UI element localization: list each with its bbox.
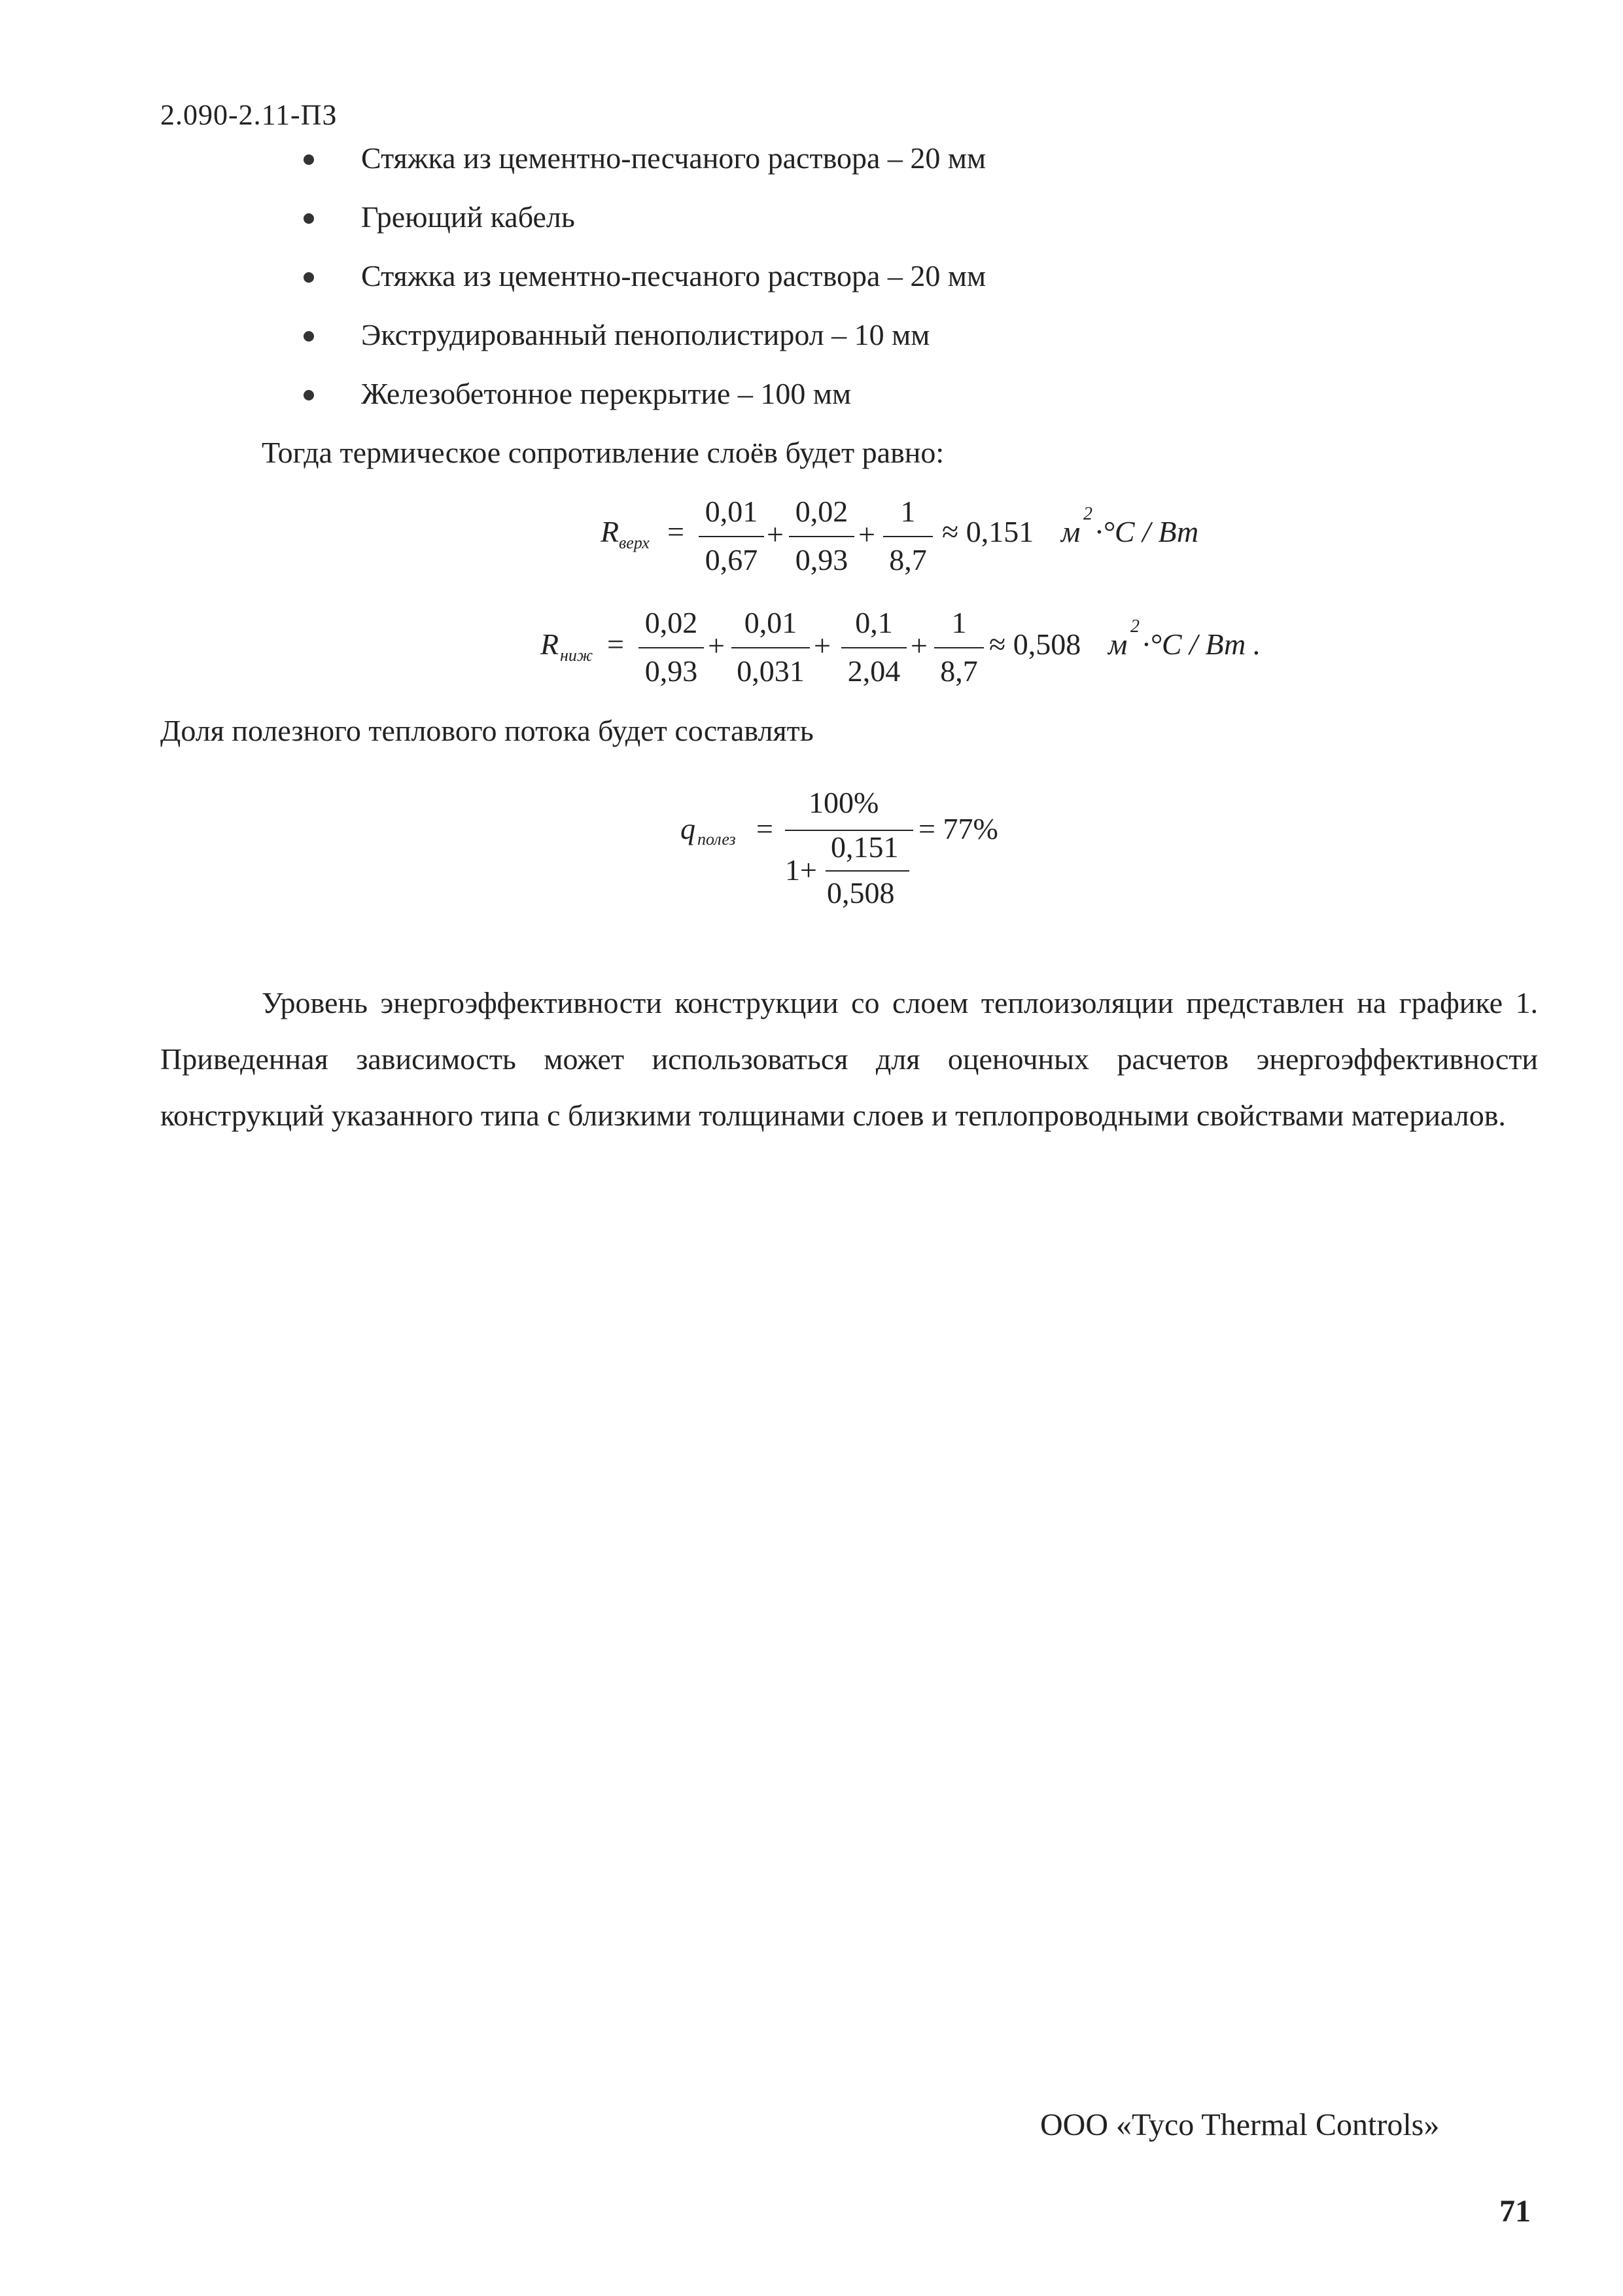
- fraction-bar: [934, 647, 984, 648]
- document-code: 2.090-2.11-ПЗ: [160, 99, 338, 131]
- formula-lhs: R: [540, 627, 559, 661]
- inner-denominator: 0,508: [827, 876, 895, 910]
- equals-sign: =: [667, 515, 684, 548]
- bullet-icon: [304, 154, 314, 165]
- plus-sign: +: [767, 518, 784, 551]
- page-number: 71: [1499, 2194, 1531, 2229]
- numerator: 1: [951, 606, 967, 639]
- fraction: [934, 605, 984, 690]
- denominator: 0,031: [737, 654, 805, 688]
- unit-superscript: 2: [1083, 504, 1092, 524]
- formula-lhs: R: [601, 515, 620, 548]
- formula-lhs-sub: ниж: [560, 646, 593, 665]
- formula-lhs: q: [680, 812, 695, 845]
- intro-text: Тогда термическое сопротивление слоёв будет равно:: [262, 436, 945, 469]
- fraction: [699, 494, 764, 579]
- denominator: 8,7: [940, 654, 978, 688]
- layer-label: Железобетонное перекрытие – 100 мм: [361, 377, 852, 410]
- fraction: [731, 605, 810, 690]
- bullet-icon: [304, 390, 314, 400]
- inner-numerator: 0,151: [831, 830, 899, 864]
- fraction-bar: [826, 870, 909, 872]
- denominator-prefix: 1+: [785, 853, 817, 887]
- denominator: 0,93: [795, 543, 848, 576]
- denominator: 0,93: [644, 654, 698, 688]
- unit-superscript: 2: [1130, 616, 1140, 637]
- formula-lhs-sub: полез: [697, 830, 736, 849]
- denominator: 0,67: [705, 543, 758, 576]
- layer-label: Экструдированный пенополистирол – 10 мм: [361, 318, 930, 351]
- unit-rest: ·°C / Вт: [1095, 515, 1199, 548]
- fraction: [638, 605, 704, 690]
- formula-lhs-sub: верх: [619, 533, 650, 552]
- layer-label: Стяжка из цементно-песчаного раствора – 20 мм: [361, 141, 986, 175]
- bullet-icon: [304, 331, 314, 342]
- numerator: 1: [900, 495, 916, 528]
- fraction-bar: [638, 647, 704, 648]
- result-value: ≈ 0,151: [942, 515, 1034, 548]
- bullet-icon: [304, 213, 314, 224]
- fraction-bar: [883, 536, 933, 537]
- unit-rest: ·°C / Вт .: [1142, 627, 1261, 661]
- fraction-bar: [789, 536, 854, 537]
- unit-m: м: [1061, 515, 1081, 548]
- numerator: 0,02: [644, 606, 698, 639]
- fraction: [841, 605, 907, 690]
- fraction: [883, 494, 933, 579]
- equals-sign: =: [607, 627, 624, 661]
- body-paragraph: [160, 975, 1538, 1144]
- numerator: 0,02: [795, 495, 848, 528]
- denominator: 2,04: [847, 654, 901, 688]
- fraction-bar: [841, 647, 907, 648]
- company-name: ООО «Tyco Thermal Controls»: [1040, 2108, 1440, 2142]
- plus-sign: +: [814, 629, 831, 662]
- paragraph-text: Уровень энергоэффективности конструкции со слоем теплоизоляции представлен на графике 1. Приведенная зависимость может использоваться для оценочных расчетов энергоэффективности конструкций указанного типа с близкими толщинами слоев и теплопроводными свойствами материалов.: [160, 986, 1538, 1132]
- fraction: [789, 494, 854, 579]
- numerator: 0,01: [705, 495, 758, 528]
- result-value: = 77%: [918, 812, 998, 845]
- layer-label: Греющий кабель: [361, 200, 575, 234]
- fraction-bar: [699, 536, 764, 537]
- useful-flow-text: Доля полезного теплового потока будет составлять: [160, 714, 814, 747]
- bullet-icon: [304, 272, 314, 283]
- layer-label: Стяжка из цементно-песчаного раствора – 20 мм: [361, 259, 986, 292]
- numerator: 0,01: [744, 606, 797, 639]
- plus-sign: +: [708, 629, 725, 662]
- equals-sign: =: [756, 812, 773, 845]
- unit-m: м: [1108, 627, 1128, 661]
- denominator: 8,7: [889, 543, 927, 576]
- plus-sign: +: [911, 629, 928, 662]
- result-value: ≈ 0,508: [989, 627, 1081, 661]
- plus-sign: +: [858, 518, 875, 551]
- numerator: 0,1: [855, 606, 893, 639]
- numerator: 100%: [809, 786, 879, 819]
- fraction-bar: [731, 647, 810, 648]
